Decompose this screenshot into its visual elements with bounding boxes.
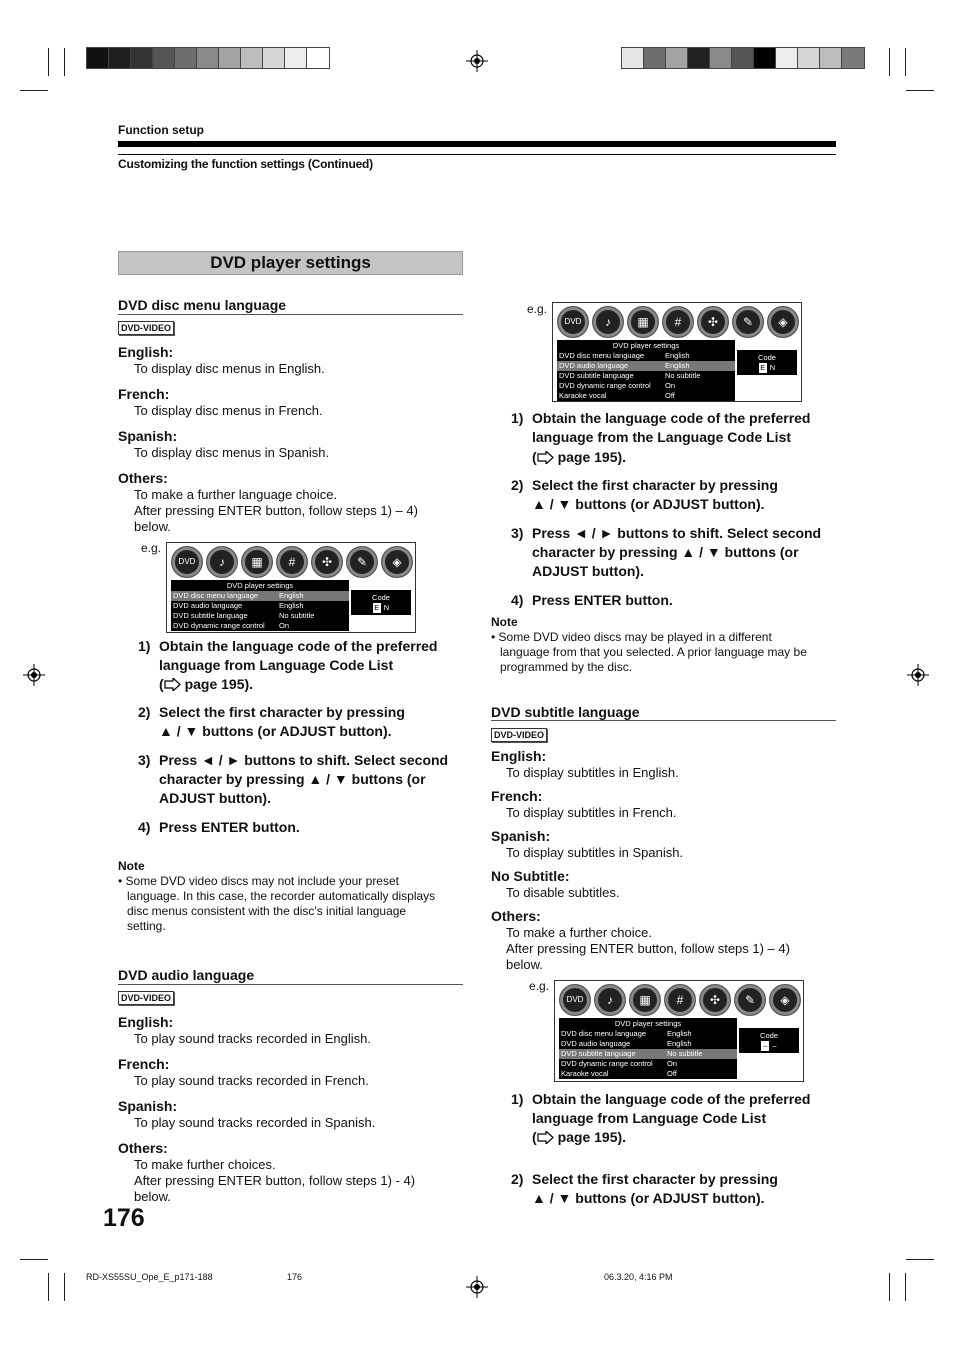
crop-mark — [906, 90, 934, 91]
menu-row-value: English — [665, 361, 690, 370]
step-2 — [511, 476, 841, 516]
menu-row — [171, 601, 349, 611]
step-text: character by pressing ▲ / ▼ buttons (or — [532, 544, 799, 560]
grid-icon: # — [664, 984, 696, 1016]
step-number: 4) — [138, 819, 151, 835]
option-desc: To make a further language choice. — [134, 487, 338, 502]
step-number: 2) — [138, 704, 151, 720]
menu-row — [559, 1029, 737, 1039]
code-value — [351, 603, 411, 613]
color-swatch — [153, 48, 175, 68]
color-swatch — [622, 48, 644, 68]
option-label: French: — [491, 788, 543, 804]
step-text: Press ◄ / ► buttons to shift. Select second — [159, 752, 449, 768]
menu-row-value: Off — [665, 391, 675, 400]
settings-menu — [171, 580, 349, 631]
step-text: character by pressing ▲ / ▼ buttons (or — [159, 771, 426, 787]
audio-heading: DVD audio language — [118, 967, 255, 983]
eg-label: e.g. — [529, 979, 550, 993]
option-desc: below. — [134, 519, 171, 534]
code-second-char: N — [383, 603, 390, 612]
code-first-char: – — [763, 1041, 768, 1050]
page-title: DVD player settings — [118, 251, 463, 275]
crop-mark — [20, 1259, 48, 1260]
note-text: setting. — [127, 919, 166, 933]
page-number: 176 — [103, 1204, 145, 1232]
footer-file: RD-XS55SU_Ope_E_p171-188 — [86, 1272, 213, 1282]
step-text: ADJUST button). — [532, 563, 644, 579]
menu-row-value: English — [667, 1029, 692, 1038]
step-number: 1) — [511, 1091, 524, 1107]
dvd-disc-icon: DVD — [557, 306, 589, 338]
pointing-hand-icon — [537, 451, 554, 464]
footer-date: 06.3.20, 4:16 PM — [604, 1272, 673, 1282]
section-rule — [118, 314, 463, 315]
menu-row-label: DVD audio language — [561, 1039, 631, 1048]
disc-tray-icon: ◈ — [381, 546, 413, 578]
wrench-icon: ✎ — [734, 984, 766, 1016]
grid-icon: # — [276, 546, 308, 578]
crop-mark — [889, 48, 890, 76]
step-text: ADJUST button). — [159, 790, 271, 806]
crop-mark — [906, 1259, 934, 1260]
window-icon: ▦ — [627, 306, 659, 338]
step-number: 3) — [511, 525, 524, 541]
code-first-char: E — [760, 363, 766, 372]
menu-screenshot — [166, 542, 416, 633]
menu-row-label: DVD audio language — [173, 601, 243, 610]
menu-row-value: No subtitle — [667, 1049, 703, 1058]
step-text: Press ENTER button. — [159, 819, 300, 835]
menu-row-label: DVD audio language — [559, 361, 629, 370]
option-label: Spanish: — [491, 828, 551, 844]
eg-label: e.g. — [141, 541, 162, 555]
crop-mark — [64, 1273, 65, 1301]
menu-row — [557, 371, 735, 381]
step-text: Select the first character by pressing — [159, 704, 405, 720]
step-text: Obtain the language code of the preferred — [532, 410, 811, 426]
section-rule — [491, 720, 836, 721]
step-number: 1) — [511, 410, 524, 426]
step-4 — [138, 818, 468, 838]
settings-menu — [559, 1018, 737, 1079]
menu-row-label: DVD disc menu language — [561, 1029, 647, 1038]
option-desc: To display disc menus in English. — [134, 361, 325, 376]
menu-row-value: On — [667, 1059, 678, 1068]
option-desc: To display disc menus in French. — [134, 403, 323, 418]
settings-menu — [557, 340, 735, 401]
color-swatch — [732, 48, 754, 68]
step-3 — [138, 751, 468, 811]
option-label: Others: — [118, 1140, 168, 1156]
note-heading: Note — [491, 615, 518, 629]
header-rule-thin — [118, 154, 836, 155]
step-text: Press ENTER button. — [532, 592, 673, 608]
speaker-icon: ♪ — [592, 306, 624, 338]
color-swatch — [197, 48, 219, 68]
step-2 — [138, 703, 468, 743]
step-text: ▲ / ▼ buttons (or ADJUST button). — [159, 723, 392, 739]
code-label: Code — [760, 1031, 778, 1040]
option-desc: To play sound tracks recorded in English. — [134, 1031, 372, 1046]
color-swatch — [820, 48, 842, 68]
step-text: page 195). — [557, 1129, 627, 1145]
menu-row-value: On — [279, 621, 290, 630]
menu-screenshot — [552, 302, 802, 402]
option-desc: To disable subtitles. — [506, 885, 620, 900]
menu-title: DVD player settings — [226, 581, 294, 590]
pinwheel-icon: ✣ — [311, 546, 343, 578]
menu-row-value: No subtitle — [279, 611, 315, 620]
page-subtitle: Customizing the function settings (Continued) — [118, 157, 373, 171]
menu-row — [559, 1049, 737, 1059]
menu-row-value: No subtitle — [665, 371, 701, 380]
color-swatch — [666, 48, 688, 68]
window-icon: ▦ — [241, 546, 273, 578]
option-desc: After pressing ENTER button, follow steps 1) – 4) — [506, 941, 790, 956]
menu-screenshot — [554, 980, 804, 1082]
step-number: 2) — [511, 477, 524, 493]
menu-row — [171, 621, 349, 631]
menu-row-label: DVD dynamic range control — [173, 621, 265, 630]
menu-row-value: English — [665, 351, 690, 360]
note-text: programmed by the disc. — [500, 660, 633, 674]
menu-row — [559, 1069, 737, 1079]
code-box — [739, 1028, 799, 1053]
step-text: Obtain the language code of the preferred — [159, 638, 438, 654]
color-swatch — [842, 48, 864, 68]
wrench-icon: ✎ — [732, 306, 764, 338]
disc-tray-icon: ◈ — [767, 306, 799, 338]
step-number: 4) — [511, 592, 524, 608]
menu-row — [557, 361, 735, 371]
code-value — [737, 363, 797, 373]
menu-row-label: DVD dynamic range control — [561, 1059, 653, 1068]
wrench-icon: ✎ — [346, 546, 378, 578]
option-label: English: — [118, 344, 174, 360]
note-heading: Note — [118, 859, 145, 873]
step-number: 2) — [511, 1171, 524, 1187]
option-label: French: — [118, 386, 170, 402]
registration-mark-icon — [466, 50, 488, 72]
crop-mark — [905, 1273, 906, 1301]
option-label: French: — [118, 1056, 170, 1072]
crop-mark — [889, 1273, 890, 1301]
color-swatch — [131, 48, 153, 68]
registration-mark-icon — [466, 1276, 488, 1298]
crop-mark — [905, 48, 906, 76]
option-label: Others: — [491, 908, 541, 924]
option-desc: To display subtitles in Spanish. — [506, 845, 684, 860]
section-title: Function setup — [118, 123, 204, 137]
crop-mark — [48, 1273, 49, 1301]
step-number: 1) — [138, 638, 151, 654]
step-2 — [511, 1170, 841, 1210]
option-label: Others: — [118, 470, 168, 486]
color-swatch — [87, 48, 109, 68]
registration-mark-icon — [23, 664, 45, 686]
option-desc: To make a further choice. — [506, 925, 652, 940]
note-text: • Some DVD video discs may be played in a different — [491, 630, 772, 644]
menu-row-label: DVD disc menu language — [559, 351, 645, 360]
option-desc: To play sound tracks recorded in Spanish. — [134, 1115, 376, 1130]
color-swatch — [776, 48, 798, 68]
crop-mark — [48, 48, 49, 76]
step-text: page 195). — [184, 676, 254, 692]
subtitle-heading: DVD subtitle language — [491, 704, 640, 720]
dvd-video-tag: DVD-VIDEO — [491, 728, 547, 742]
menu-row-value: Off — [667, 1069, 677, 1078]
registration-mark-icon — [907, 664, 929, 686]
option-desc: To display disc menus in Spanish. — [134, 445, 330, 460]
color-swatch — [263, 48, 285, 68]
pinwheel-icon: ✣ — [699, 984, 731, 1016]
option-desc: To make further choices. — [134, 1157, 276, 1172]
option-label: English: — [491, 748, 547, 764]
option-desc: After pressing ENTER button, follow steps 1) – 4) — [134, 503, 418, 518]
code-value — [739, 1041, 799, 1051]
code-box — [351, 590, 411, 615]
step-text: ▲ / ▼ buttons (or ADJUST button). — [532, 1190, 765, 1206]
menu-row — [171, 611, 349, 621]
menu-row-value: On — [665, 381, 676, 390]
speaker-icon: ♪ — [206, 546, 238, 578]
color-swatch — [688, 48, 710, 68]
menu-row-label: DVD subtitle language — [173, 611, 248, 620]
step-4 — [511, 591, 841, 611]
pointing-hand-icon — [537, 1131, 554, 1144]
note-text: language from that you selected. A prior language may be — [500, 645, 807, 659]
menu-row-label: DVD subtitle language — [561, 1049, 636, 1058]
dvd-video-tag: DVD-VIDEO — [118, 991, 174, 1005]
code-box — [737, 350, 797, 375]
menu-title: DVD player settings — [614, 1019, 682, 1028]
step-ref: ( page 195). — [532, 1129, 627, 1145]
menu-row — [557, 391, 735, 401]
menu-row-value: English — [279, 591, 304, 600]
dvd-disc-icon: DVD — [559, 984, 591, 1016]
step-text: Press ◄ / ► buttons to shift. Select second — [532, 525, 822, 541]
option-desc: To display subtitles in English. — [506, 765, 679, 780]
menu-row-label: DVD dynamic range control — [559, 381, 651, 390]
speaker-icon: ♪ — [594, 984, 626, 1016]
step-1 — [511, 409, 841, 469]
menu-row — [557, 381, 735, 391]
step-text: language from the Language Code List — [532, 429, 792, 445]
code-label: Code — [372, 593, 390, 602]
step-1 — [511, 1090, 841, 1150]
step-1 — [138, 637, 468, 697]
menu-row-value: English — [279, 601, 304, 610]
note-text: • Some DVD video discs may not include your preset — [118, 874, 399, 888]
menu-title: DVD player settings — [612, 341, 680, 350]
code-second-char: – — [772, 1041, 777, 1050]
code-first-char: E — [374, 603, 380, 612]
color-swatch — [307, 48, 329, 68]
step-text: language from Language Code List — [159, 657, 394, 673]
step-ref: ( page 195). — [532, 449, 627, 465]
window-icon: ▦ — [629, 984, 661, 1016]
color-swatch — [241, 48, 263, 68]
code-second-char: N — [769, 363, 776, 372]
step-text: Select the first character by pressing — [532, 477, 778, 493]
crop-mark — [64, 48, 65, 76]
step-3 — [511, 524, 841, 584]
option-desc: To display subtitles in French. — [506, 805, 677, 820]
step-number: 3) — [138, 752, 151, 768]
color-swatch — [754, 48, 776, 68]
step-text: ▲ / ▼ buttons (or ADJUST button). — [532, 496, 765, 512]
step-text: language from Language Code List — [532, 1110, 767, 1126]
menu-row-label: DVD disc menu language — [173, 591, 259, 600]
menu-row-value: English — [667, 1039, 692, 1048]
footer-page: 176 — [287, 1272, 303, 1282]
option-desc: After pressing ENTER button, follow steps 1) - 4) — [134, 1173, 416, 1188]
note-text: language. In this case, the recorder automatically displays — [127, 889, 436, 903]
menu-row-label: Karaoke vocal — [561, 1069, 609, 1078]
dvd-video-tag: DVD-VIDEO — [118, 321, 174, 335]
grid-icon: # — [662, 306, 694, 338]
option-desc: below. — [134, 1189, 171, 1204]
menu-row-label: Karaoke vocal — [559, 391, 607, 400]
menu-row — [559, 1059, 737, 1069]
option-desc: below. — [506, 957, 543, 972]
eg-label: e.g. — [527, 302, 548, 316]
option-label: English: — [118, 1014, 174, 1030]
color-swatch — [285, 48, 307, 68]
option-desc: To play sound tracks recorded in French. — [134, 1073, 369, 1088]
header-rule — [118, 141, 836, 147]
pointing-hand-icon — [164, 678, 181, 691]
color-swatch — [644, 48, 666, 68]
color-swatch — [109, 48, 131, 68]
option-label: No Subtitle: — [491, 868, 570, 884]
option-label: Spanish: — [118, 1098, 178, 1114]
color-swatch — [710, 48, 732, 68]
step-text: Obtain the language code of the preferred — [532, 1091, 811, 1107]
note-text: disc menus consistent with the disc's initial language — [127, 904, 407, 918]
pinwheel-icon: ✣ — [697, 306, 729, 338]
step-text: Select the first character by pressing — [532, 1171, 778, 1187]
menu-row-label: DVD subtitle language — [559, 371, 634, 380]
section-rule — [118, 984, 463, 985]
option-label: Spanish: — [118, 428, 178, 444]
code-label: Code — [758, 353, 776, 362]
step-ref: ( page 195). — [159, 676, 254, 692]
disc-tray-icon: ◈ — [769, 984, 801, 1016]
menu-row — [559, 1039, 737, 1049]
menu-row — [557, 351, 735, 361]
color-swatch — [175, 48, 197, 68]
menu-row — [171, 591, 349, 601]
color-swatch — [798, 48, 820, 68]
disc-menu-heading: DVD disc menu language — [118, 297, 287, 313]
dvd-disc-icon: DVD — [171, 546, 203, 578]
color-swatch — [219, 48, 241, 68]
crop-mark — [20, 90, 48, 91]
step-text: page 195). — [557, 449, 627, 465]
